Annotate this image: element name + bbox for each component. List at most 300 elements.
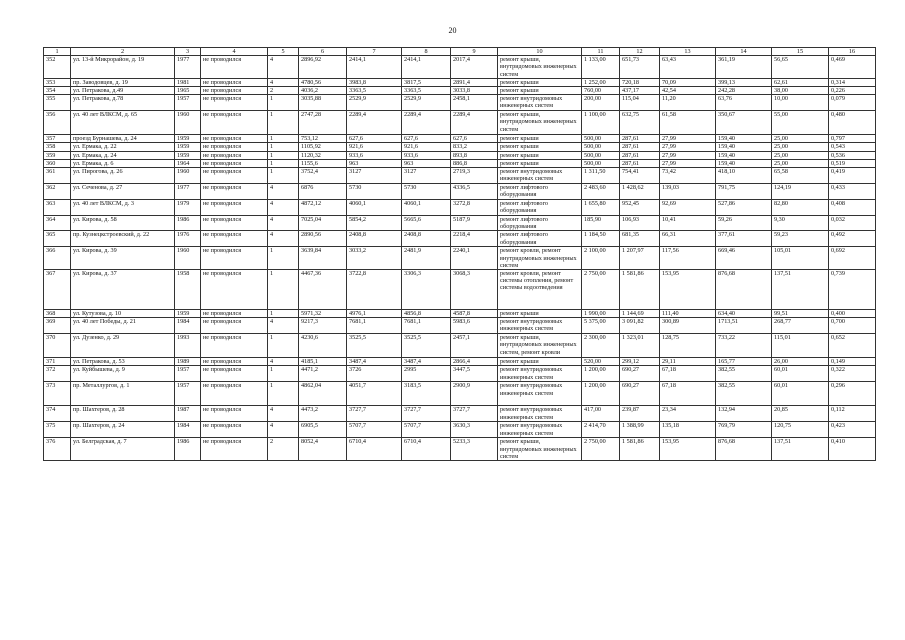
cell-cost-per-sqm: 0,469 bbox=[829, 56, 876, 79]
cell-owners-funds: 60,01 bbox=[772, 366, 829, 382]
cell-resident-area: 2240,1 bbox=[451, 247, 498, 270]
cell-fund-cost: 1 428,62 bbox=[620, 184, 660, 200]
cell-address: ул. Ермака, д. 22 bbox=[71, 143, 175, 151]
cell-year-built: 1984 bbox=[175, 318, 201, 334]
cell-total-area: 1120,32 bbox=[299, 151, 347, 159]
cell-house-type: 4 bbox=[268, 184, 299, 200]
table-row bbox=[44, 143, 876, 151]
table-row bbox=[44, 247, 876, 270]
cell-cost-per-sqm: 0,739 bbox=[829, 270, 876, 310]
cell-owners-funds: 20,85 bbox=[772, 406, 829, 422]
cell-resident-area: 3068,3 bbox=[451, 270, 498, 310]
cell-living-area: 2414,1 bbox=[347, 56, 402, 79]
cell-fund-cost: 299,12 bbox=[620, 358, 660, 366]
cell-residential-area: 2529,9 bbox=[402, 95, 451, 111]
cell-fund-cost: 681,35 bbox=[620, 231, 660, 247]
cell-owners-funds: 25,00 bbox=[772, 135, 829, 143]
cell-owners-funds: 10,00 bbox=[772, 95, 829, 111]
cell-regional-budget: 300,89 bbox=[660, 318, 716, 334]
cell-residential-area: 3817,5 bbox=[402, 78, 451, 86]
cell-house-type: 4 bbox=[268, 216, 299, 231]
cell-last-repair: не проводился bbox=[201, 87, 268, 95]
cell-row-number: 358 bbox=[44, 143, 71, 151]
cell-repair-type: ремонт кровли, ремонт внутридомовых инженерных систем bbox=[498, 247, 582, 270]
column-header-local-budget: 14 bbox=[716, 48, 772, 56]
table-row bbox=[44, 151, 876, 159]
cell-address: ул. Куйбышева, д. 9 bbox=[71, 366, 175, 382]
cell-house-type: 1 bbox=[268, 151, 299, 159]
cell-cost-per-sqm: 0,032 bbox=[829, 216, 876, 231]
cell-regional-budget: 135,18 bbox=[660, 422, 716, 438]
cell-fund-cost: 287,61 bbox=[620, 143, 660, 151]
cell-cost-per-sqm: 0,079 bbox=[829, 95, 876, 111]
cell-owners-funds: 105,01 bbox=[772, 247, 829, 270]
cell-cost-per-sqm: 0,692 bbox=[829, 247, 876, 270]
table-row bbox=[44, 334, 876, 358]
cell-owners-funds: 59,23 bbox=[772, 231, 829, 247]
cell-cost-per-sqm: 0,408 bbox=[829, 200, 876, 216]
cell-local-budget: 634,40 bbox=[716, 310, 772, 318]
cell-residential-area: 3525,5 bbox=[402, 334, 451, 358]
cell-house-type: 1 bbox=[268, 159, 299, 167]
cell-last-repair: не проводился bbox=[201, 135, 268, 143]
cell-owners-funds: 65,58 bbox=[772, 168, 829, 184]
cell-cost-per-sqm: 0,314 bbox=[829, 78, 876, 86]
cell-total-area: 4872,12 bbox=[299, 200, 347, 216]
cell-last-repair: не проводился bbox=[201, 200, 268, 216]
cell-fund-cost: 1 581,86 bbox=[620, 270, 660, 310]
cell-address: пр. Шахтеров, д. 28 bbox=[71, 406, 175, 422]
cell-year-built: 1986 bbox=[175, 438, 201, 461]
cell-address: пр. Заводовцев, д. 19 bbox=[71, 78, 175, 86]
cell-cost-per-sqm: 0,296 bbox=[829, 382, 876, 406]
cell-living-area: 5730 bbox=[347, 184, 402, 200]
cell-resident-area: 627,6 bbox=[451, 135, 498, 143]
cell-year-built: 1957 bbox=[175, 382, 201, 406]
cell-total-area: 4862,04 bbox=[299, 382, 347, 406]
cell-residential-area: 3487,4 bbox=[402, 358, 451, 366]
cell-total-cost: 1 200,00 bbox=[582, 366, 620, 382]
cell-regional-budget: 139,03 bbox=[660, 184, 716, 200]
cell-year-built: 1959 bbox=[175, 135, 201, 143]
cell-local-budget: 159,40 bbox=[716, 159, 772, 167]
cell-living-area: 7681,1 bbox=[347, 318, 402, 334]
table-row bbox=[44, 366, 876, 382]
cell-residential-area: 5665,6 bbox=[402, 216, 451, 231]
table-row bbox=[44, 87, 876, 95]
cell-fund-cost: 632,75 bbox=[620, 111, 660, 135]
cell-residential-area: 3183,5 bbox=[402, 382, 451, 406]
cell-house-type: 1 bbox=[268, 95, 299, 111]
cell-repair-type: ремонт крыши bbox=[498, 143, 582, 151]
cell-total-area: 4036,2 bbox=[299, 87, 347, 95]
cell-total-area: 3639,84 bbox=[299, 247, 347, 270]
cell-address: пр. Металлургов, д. 1 bbox=[71, 382, 175, 406]
cell-cost-per-sqm: 0,149 bbox=[829, 358, 876, 366]
cell-repair-type: ремонт крыши, внутридомовых инженерных систем bbox=[498, 111, 582, 135]
cell-total-cost: 185,90 bbox=[582, 216, 620, 231]
cell-row-number: 372 bbox=[44, 366, 71, 382]
cell-cost-per-sqm: 0,652 bbox=[829, 334, 876, 358]
cell-owners-funds: 82,80 bbox=[772, 200, 829, 216]
cell-last-repair: не проводился bbox=[201, 56, 268, 79]
cell-row-number: 371 bbox=[44, 358, 71, 366]
cell-total-area: 4471,2 bbox=[299, 366, 347, 382]
cell-resident-area: 2218,4 bbox=[451, 231, 498, 247]
cell-address: ул. Пирогова, д. 26 bbox=[71, 168, 175, 184]
cell-fund-cost: 115,04 bbox=[620, 95, 660, 111]
cell-year-built: 1989 bbox=[175, 358, 201, 366]
cell-residential-area: 933,6 bbox=[402, 151, 451, 159]
cell-year-built: 1957 bbox=[175, 366, 201, 382]
cell-living-area: 3726 bbox=[347, 366, 402, 382]
cell-year-built: 1964 bbox=[175, 159, 201, 167]
table-row bbox=[44, 78, 876, 86]
cell-year-built: 1984 bbox=[175, 422, 201, 438]
cell-total-area: 4185,1 bbox=[299, 358, 347, 366]
cell-residential-area: 3127 bbox=[402, 168, 451, 184]
column-header-repair-type: 10 bbox=[498, 48, 582, 56]
cell-residential-area: 5707,7 bbox=[402, 422, 451, 438]
cell-last-repair: не проводился bbox=[201, 111, 268, 135]
column-header-last-repair: 4 bbox=[201, 48, 268, 56]
cell-owners-funds: 55,00 bbox=[772, 111, 829, 135]
cell-living-area: 3983,8 bbox=[347, 78, 402, 86]
cell-total-cost: 1 133,00 bbox=[582, 56, 620, 79]
cell-repair-type: ремонт крыши bbox=[498, 87, 582, 95]
cell-local-budget: 59,26 bbox=[716, 216, 772, 231]
cell-owners-funds: 99,51 bbox=[772, 310, 829, 318]
cell-total-cost: 2 750,00 bbox=[582, 270, 620, 310]
cell-local-budget: 382,55 bbox=[716, 382, 772, 406]
table-row bbox=[44, 135, 876, 143]
table-row bbox=[44, 216, 876, 231]
cell-cost-per-sqm: 0,410 bbox=[829, 438, 876, 461]
cell-living-area: 3033,2 bbox=[347, 247, 402, 270]
cell-local-budget: 382,55 bbox=[716, 366, 772, 382]
cell-local-budget: 791,75 bbox=[716, 184, 772, 200]
cell-row-number: 359 bbox=[44, 151, 71, 159]
cell-repair-type: ремонт внутридомовых инженерных систем bbox=[498, 422, 582, 438]
page-number: 20 bbox=[448, 26, 457, 35]
cell-resident-area: 2900,9 bbox=[451, 382, 498, 406]
cell-house-type: 1 bbox=[268, 111, 299, 135]
cell-row-number: 370 bbox=[44, 334, 71, 358]
cell-year-built: 1960 bbox=[175, 111, 201, 135]
cell-resident-area: 886,8 bbox=[451, 159, 498, 167]
cell-living-area: 6710,4 bbox=[347, 438, 402, 461]
cell-address: пр. Шахтеров, д. 24 bbox=[71, 422, 175, 438]
cell-row-number: 369 bbox=[44, 318, 71, 334]
column-header-total-area: 6 bbox=[299, 48, 347, 56]
cell-residential-area: 963 bbox=[402, 159, 451, 167]
cell-house-type: 1 bbox=[268, 310, 299, 318]
cell-regional-budget: 153,95 bbox=[660, 270, 716, 310]
column-header-residential-area: 8 bbox=[402, 48, 451, 56]
cell-address: проезд Бурнашева, д. 24 bbox=[71, 135, 175, 143]
cell-residential-area: 4060,1 bbox=[402, 200, 451, 216]
column-header-address: 2 bbox=[71, 48, 175, 56]
cell-total-cost: 2 750,00 bbox=[582, 438, 620, 461]
cell-fund-cost: 1 323,01 bbox=[620, 334, 660, 358]
cell-living-area: 3363,5 bbox=[347, 87, 402, 95]
cell-repair-type: ремонт внутридомовых инженерных систем bbox=[498, 382, 582, 406]
cell-local-budget: 377,61 bbox=[716, 231, 772, 247]
cell-regional-budget: 67,18 bbox=[660, 382, 716, 406]
cell-total-area: 6876 bbox=[299, 184, 347, 200]
cell-total-cost: 417,00 bbox=[582, 406, 620, 422]
cell-year-built: 1986 bbox=[175, 216, 201, 231]
cell-address: ул. Петракова, д.49 bbox=[71, 87, 175, 95]
cell-house-type: 2 bbox=[268, 87, 299, 95]
cell-last-repair: не проводился bbox=[201, 358, 268, 366]
cell-last-repair: не проводился bbox=[201, 143, 268, 151]
cell-address: ул. Белградская, д. 7 bbox=[71, 438, 175, 461]
cell-repair-type: ремонт крыши, внутридомовых инженерных систем bbox=[498, 438, 582, 461]
cell-house-type: 2 bbox=[268, 438, 299, 461]
cell-living-area: 933,6 bbox=[347, 151, 402, 159]
cell-last-repair: не проводился bbox=[201, 216, 268, 231]
cell-total-area: 4780,56 bbox=[299, 78, 347, 86]
cell-cost-per-sqm: 0,226 bbox=[829, 87, 876, 95]
cell-regional-budget: 61,58 bbox=[660, 111, 716, 135]
cell-last-repair: не проводился bbox=[201, 334, 268, 358]
cell-last-repair: не проводился bbox=[201, 95, 268, 111]
cell-row-number: 366 bbox=[44, 247, 71, 270]
cell-address: ул. Кирова, д. 58 bbox=[71, 216, 175, 231]
cell-regional-budget: 27,99 bbox=[660, 143, 716, 151]
cell-row-number: 362 bbox=[44, 184, 71, 200]
cell-total-cost: 1 200,00 bbox=[582, 382, 620, 406]
table-row bbox=[44, 95, 876, 111]
cell-cost-per-sqm: 0,480 bbox=[829, 111, 876, 135]
cell-fund-cost: 3 091,82 bbox=[620, 318, 660, 334]
cell-year-built: 1960 bbox=[175, 168, 201, 184]
cell-repair-type: ремонт внутридомовых инженерных систем bbox=[498, 366, 582, 382]
cell-cost-per-sqm: 0,112 bbox=[829, 406, 876, 422]
cell-house-type: 4 bbox=[268, 56, 299, 79]
cell-row-number: 353 bbox=[44, 78, 71, 86]
cell-total-area: 4230,6 bbox=[299, 334, 347, 358]
cell-total-area: 2890,56 bbox=[299, 231, 347, 247]
cell-local-budget: 159,40 bbox=[716, 135, 772, 143]
cell-fund-cost: 690,27 bbox=[620, 366, 660, 382]
cell-living-area: 3727,7 bbox=[347, 406, 402, 422]
cell-total-cost: 1 100,00 bbox=[582, 111, 620, 135]
column-header-owners-funds: 15 bbox=[772, 48, 829, 56]
cell-row-number: 368 bbox=[44, 310, 71, 318]
cell-last-repair: не проводился bbox=[201, 231, 268, 247]
cell-fund-cost: 754,41 bbox=[620, 168, 660, 184]
cell-house-type: 1 bbox=[268, 143, 299, 151]
cell-cost-per-sqm: 0,433 bbox=[829, 184, 876, 200]
cell-total-cost: 500,00 bbox=[582, 159, 620, 167]
cell-address: ул. 40 лет ВЛКСМ, д. 65 bbox=[71, 111, 175, 135]
cell-resident-area: 2891,4 bbox=[451, 78, 498, 86]
cell-residential-area: 627,6 bbox=[402, 135, 451, 143]
cell-repair-type: ремонт лифтового оборудования bbox=[498, 200, 582, 216]
column-header-regional-budget: 13 bbox=[660, 48, 716, 56]
cell-owners-funds: 25,00 bbox=[772, 143, 829, 151]
cell-total-area: 4467,36 bbox=[299, 270, 347, 310]
cell-total-area: 753,12 bbox=[299, 135, 347, 143]
cell-residential-area: 2995 bbox=[402, 366, 451, 382]
table-row bbox=[44, 56, 876, 79]
cell-owners-funds: 26,00 bbox=[772, 358, 829, 366]
cell-total-area: 1155,6 bbox=[299, 159, 347, 167]
cell-repair-type: ремонт лифтового оборудования bbox=[498, 231, 582, 247]
cell-regional-budget: 27,99 bbox=[660, 151, 716, 159]
cell-total-cost: 200,00 bbox=[582, 95, 620, 111]
cell-row-number: 373 bbox=[44, 382, 71, 406]
cell-regional-budget: 42,54 bbox=[660, 87, 716, 95]
cell-repair-type: ремонт внутридомовых инженерных систем bbox=[498, 406, 582, 422]
cell-residential-area: 4856,8 bbox=[402, 310, 451, 318]
cell-residential-area: 2289,4 bbox=[402, 111, 451, 135]
cell-regional-budget: 92,69 bbox=[660, 200, 716, 216]
cell-living-area: 2529,9 bbox=[347, 95, 402, 111]
cell-cost-per-sqm: 0,423 bbox=[829, 422, 876, 438]
cell-owners-funds: 115,01 bbox=[772, 334, 829, 358]
cell-total-cost: 520,00 bbox=[582, 358, 620, 366]
cell-residential-area: 3306,3 bbox=[402, 270, 451, 310]
cell-year-built: 1979 bbox=[175, 200, 201, 216]
cell-total-area: 5971,32 bbox=[299, 310, 347, 318]
cell-row-number: 376 bbox=[44, 438, 71, 461]
cell-last-repair: не проводился bbox=[201, 318, 268, 334]
cell-total-area: 2896,92 bbox=[299, 56, 347, 79]
cell-repair-type: ремонт крыши bbox=[498, 151, 582, 159]
cell-resident-area: 2457,1 bbox=[451, 334, 498, 358]
cell-last-repair: не проводился bbox=[201, 78, 268, 86]
cell-local-budget: 165,77 bbox=[716, 358, 772, 366]
cell-total-cost: 500,00 bbox=[582, 151, 620, 159]
cell-address: ул. Петракова, д. 53 bbox=[71, 358, 175, 366]
cell-repair-type: ремонт крыши, внутридомовых инженерных систем, ремонт кровли bbox=[498, 334, 582, 358]
cell-local-budget: 132,94 bbox=[716, 406, 772, 422]
cell-owners-funds: 137,51 bbox=[772, 438, 829, 461]
cell-address: ул. Сеченова, д. 27 bbox=[71, 184, 175, 200]
cell-living-area: 4051,7 bbox=[347, 382, 402, 406]
cell-resident-area: 5983,6 bbox=[451, 318, 498, 334]
table-row bbox=[44, 168, 876, 184]
cell-repair-type: ремонт лифтового оборудования bbox=[498, 184, 582, 200]
cell-house-type: 1 bbox=[268, 382, 299, 406]
cell-house-type: 4 bbox=[268, 200, 299, 216]
cell-row-number: 357 bbox=[44, 135, 71, 143]
cell-total-area: 9217,3 bbox=[299, 318, 347, 334]
cell-row-number: 365 bbox=[44, 231, 71, 247]
cell-year-built: 1959 bbox=[175, 310, 201, 318]
cell-total-cost: 1 184,50 bbox=[582, 231, 620, 247]
cell-address: ул. 40 лет Победы, д. 21 bbox=[71, 318, 175, 334]
cell-total-area: 3752,4 bbox=[299, 168, 347, 184]
cell-address: ул. Кутузова, д. 10 bbox=[71, 310, 175, 318]
cell-local-budget: 350,67 bbox=[716, 111, 772, 135]
cell-regional-budget: 10,41 bbox=[660, 216, 716, 231]
cell-local-budget: 399,13 bbox=[716, 78, 772, 86]
table-row bbox=[44, 310, 876, 318]
cell-owners-funds: 120,75 bbox=[772, 422, 829, 438]
cell-living-area: 3127 bbox=[347, 168, 402, 184]
cell-year-built: 1993 bbox=[175, 334, 201, 358]
cell-living-area: 3722,8 bbox=[347, 270, 402, 310]
cell-regional-budget: 23,34 bbox=[660, 406, 716, 422]
cell-local-budget: 361,19 bbox=[716, 56, 772, 79]
cell-resident-area: 5187,9 bbox=[451, 216, 498, 231]
cell-year-built: 1959 bbox=[175, 151, 201, 159]
cell-cost-per-sqm: 0,419 bbox=[829, 168, 876, 184]
cell-year-built: 1976 bbox=[175, 231, 201, 247]
cell-year-built: 1977 bbox=[175, 184, 201, 200]
cell-fund-cost: 720,18 bbox=[620, 78, 660, 86]
cell-house-type: 1 bbox=[268, 168, 299, 184]
cell-address: ул. 13-й Микрорайон, д. 19 bbox=[71, 56, 175, 79]
cell-regional-budget: 66,31 bbox=[660, 231, 716, 247]
cell-total-cost: 500,00 bbox=[582, 143, 620, 151]
cell-local-budget: 733,22 bbox=[716, 334, 772, 358]
cell-row-number: 354 bbox=[44, 87, 71, 95]
cell-year-built: 1958 bbox=[175, 270, 201, 310]
cell-row-number: 356 bbox=[44, 111, 71, 135]
cell-total-cost: 500,00 bbox=[582, 135, 620, 143]
cell-resident-area: 4336,5 bbox=[451, 184, 498, 200]
column-header-house-type: 5 bbox=[268, 48, 299, 56]
cell-resident-area: 5233,3 bbox=[451, 438, 498, 461]
cell-resident-area: 3272,8 bbox=[451, 200, 498, 216]
cell-last-repair: не проводился bbox=[201, 438, 268, 461]
cell-address: ул. Кирова, д. 37 bbox=[71, 270, 175, 310]
column-header-year-built: 3 bbox=[175, 48, 201, 56]
table-row bbox=[44, 422, 876, 438]
cell-resident-area: 2866,4 bbox=[451, 358, 498, 366]
cell-regional-budget: 117,56 bbox=[660, 247, 716, 270]
cell-regional-budget: 73,42 bbox=[660, 168, 716, 184]
cell-row-number: 367 bbox=[44, 270, 71, 310]
table-row bbox=[44, 159, 876, 167]
cell-local-budget: 527,86 bbox=[716, 200, 772, 216]
cell-year-built: 1959 bbox=[175, 143, 201, 151]
cell-repair-type: ремонт крыши bbox=[498, 78, 582, 86]
cell-resident-area: 893,8 bbox=[451, 151, 498, 159]
cell-local-budget: 876,68 bbox=[716, 270, 772, 310]
cell-total-cost: 1 311,50 bbox=[582, 168, 620, 184]
cell-row-number: 360 bbox=[44, 159, 71, 167]
cell-owners-funds: 124,19 bbox=[772, 184, 829, 200]
cell-year-built: 1981 bbox=[175, 78, 201, 86]
cell-house-type: 4 bbox=[268, 231, 299, 247]
cell-fund-cost: 1 144,69 bbox=[620, 310, 660, 318]
cell-repair-type: ремонт внутридомовых инженерных систем bbox=[498, 318, 582, 334]
cell-fund-cost: 1 388,99 bbox=[620, 422, 660, 438]
cell-living-area: 4060,1 bbox=[347, 200, 402, 216]
cell-fund-cost: 651,73 bbox=[620, 56, 660, 79]
cell-regional-budget: 63,43 bbox=[660, 56, 716, 79]
cell-house-type: 1 bbox=[268, 334, 299, 358]
cell-cost-per-sqm: 0,797 bbox=[829, 135, 876, 143]
cell-resident-area: 2458,1 bbox=[451, 95, 498, 111]
table-row bbox=[44, 270, 876, 310]
cell-last-repair: не проводился bbox=[201, 184, 268, 200]
cell-address: ул. Кирова, д. 39 bbox=[71, 247, 175, 270]
cell-total-cost: 1 655,80 bbox=[582, 200, 620, 216]
cell-row-number: 363 bbox=[44, 200, 71, 216]
cell-resident-area: 4587,8 bbox=[451, 310, 498, 318]
cell-address: ул. Петракова, д.78 bbox=[71, 95, 175, 111]
cell-house-type: 4 bbox=[268, 78, 299, 86]
cell-cost-per-sqm: 0,519 bbox=[829, 159, 876, 167]
cell-house-type: 1 bbox=[268, 135, 299, 143]
